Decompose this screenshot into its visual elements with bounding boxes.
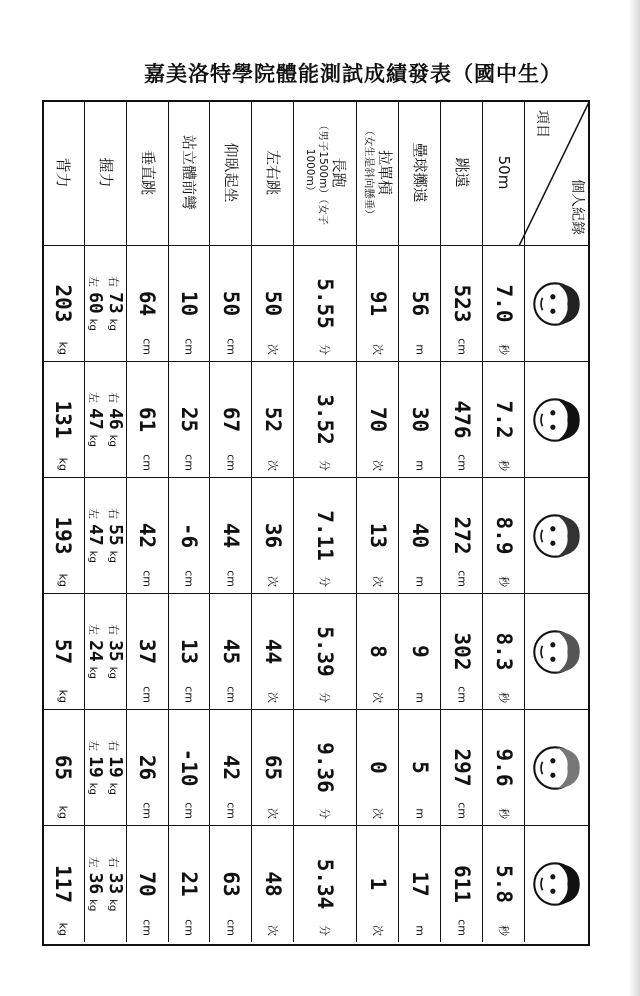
score-value: 44 [260,638,285,665]
item-name: 仰臥起坐 [222,142,241,203]
grip-side-label: 左 [87,740,101,752]
score-value: 5.39 [313,626,338,677]
unit-label: m [413,692,427,703]
unit-label: kg [87,666,99,679]
unit-label: kg [107,899,119,912]
score-value: 17 [407,871,432,897]
score-value: 5.8 [491,865,516,903]
score-value: 25 [177,406,202,433]
item-name: 站立體前彎 [180,134,199,210]
score-value: 193 [50,516,75,555]
unit-label: cm [182,686,196,703]
score-value: 64 [135,290,160,317]
score-value: 57 [50,638,75,665]
unit-label: kg [87,782,99,795]
unit-label: cm [224,338,238,355]
unit-label: 秒 [496,460,510,471]
item-name: 垂直跳 [138,149,157,195]
unit-label: 秒 [496,576,510,587]
unit-label: 分 [318,692,332,703]
score-value: 7.2 [491,400,516,439]
score-value: 5.55 [313,278,338,329]
unit-label: 秒 [496,692,510,703]
grip-side-label: 左 [87,508,101,520]
unit-label: 次 [370,692,384,703]
unit-label: cm [455,338,469,355]
item-name: 握力 [96,157,115,188]
unit-label: 秒 [496,344,510,355]
score-value: 0 [365,761,390,774]
score-value: -10 [177,748,202,787]
grip-value: 24 [85,640,107,662]
grip-value: 35 [105,640,127,662]
unit-label: kg [107,666,119,679]
item-name: 背力 [54,157,73,188]
score-value: 5 [407,761,432,774]
unit-label: 秒 [496,925,510,936]
unit-label: cm [224,686,238,703]
score-value: 36 [260,522,285,549]
score-value: 65 [260,754,285,781]
score-value: 131 [50,400,75,439]
unit-label: cm [182,570,196,587]
unit-label: cm [455,802,469,819]
score-value: 50 [218,290,243,317]
score-value: 203 [50,284,75,323]
score-value: 9 [407,645,432,658]
grip-side-label: 左 [87,624,101,636]
grip-value: 73 [105,292,127,314]
unit-label: m [413,576,427,587]
unit-label: 分 [318,576,332,587]
unit-label: 次 [370,344,384,355]
unit-label: kg [107,550,119,563]
score-value: 10 [177,290,202,317]
score-value: 117 [50,865,75,903]
score-value: 63 [218,871,243,897]
unit-label: 次 [265,576,279,587]
grip-side-label: 左 [87,392,101,404]
unit-label: 分 [318,460,332,471]
unit-label: 秒 [496,808,510,819]
item-note: （男子1500m）（女子1000m） [303,119,330,226]
unit-label: 次 [370,925,384,936]
score-value: 13 [177,638,202,665]
score-value: 5.34 [313,858,338,910]
item-name: 長跑 [329,157,348,188]
unit-label: kg [56,805,70,819]
unit-label: cm [224,802,238,819]
score-value: 65 [50,754,75,781]
unit-label: cm [224,919,238,936]
score-value: 8 [365,645,390,658]
unit-label: 次 [370,576,384,587]
score-value: 21 [177,871,202,897]
grip-value: 19 [105,756,127,778]
unit-label: cm [182,338,196,355]
item-name: 50m [494,155,513,190]
unit-label: kg [87,434,99,447]
header-record-label: 個人紀錄 [569,179,585,235]
unit-label: cm [140,919,154,936]
score-value: 48 [260,871,285,897]
unit-label: m [413,808,427,819]
unit-label: 次 [370,460,384,471]
score-value: 9.36 [313,742,338,793]
grip-value: 36 [85,872,107,895]
score-value: 13 [365,522,390,549]
score-value: 45 [218,638,243,665]
score-value: 40 [407,522,432,549]
score-value: 297 [449,748,474,787]
score-value: -6 [177,522,202,549]
score-value: 611 [449,865,474,903]
grip-side-label: 右 [107,508,121,520]
unit-label: cm [140,338,154,355]
grip-value: 33 [105,872,127,895]
unit-label: cm [182,454,196,471]
score-value: 302 [449,632,474,671]
unit-label: m [413,460,427,471]
table-frame [42,100,590,946]
score-value: 52 [260,406,285,433]
unit-label: cm [140,454,154,471]
score-value: 91 [365,290,390,317]
unit-label: cm [455,570,469,587]
unit-label: 次 [265,344,279,355]
item-note: （女生是斜向懸垂） [363,125,376,220]
unit-label: cm [182,919,196,936]
score-value: 50 [260,290,285,317]
score-value: 7.11 [313,510,338,561]
unit-label: kg [87,550,99,563]
unit-label: kg [107,318,119,331]
score-value: 8.9 [491,516,516,555]
item-name: 拉單槓 [375,149,394,195]
unit-label: 次 [265,692,279,703]
grip-value: 46 [105,408,127,430]
page-title: 嘉美洛特學院體能測試成績發表（國中生） [144,62,562,86]
score-value: 8.3 [491,632,516,671]
grip-side-label: 左 [87,276,101,288]
unit-label: cm [140,686,154,703]
grip-value: 55 [105,524,127,546]
grip-side-label: 右 [107,392,121,404]
unit-label: kg [56,689,70,703]
grip-value: 60 [85,292,107,314]
score-value: 1 [365,877,390,891]
unit-label: 分 [318,925,332,936]
grip-value: 47 [85,408,107,430]
unit-label: kg [56,341,70,355]
unit-label: cm [455,686,469,703]
score-value: 42 [218,754,243,781]
unit-label: cm [455,919,469,936]
unit-label: m [413,344,427,355]
unit-label: cm [182,802,196,819]
score-value: 67 [218,406,243,433]
unit-label: 次 [265,808,279,819]
unit-label: kg [87,318,99,331]
unit-label: kg [56,922,70,936]
score-value: 30 [407,406,432,433]
score-value: 7.0 [491,284,516,323]
grip-side-label: 右 [107,740,121,752]
unit-label: kg [56,573,70,587]
page-edge-shadow [630,0,640,996]
score-value: 26 [135,754,160,781]
score-value: 272 [449,516,474,555]
grip-value: 47 [85,524,107,546]
unit-label: cm [224,570,238,587]
score-value: 56 [407,290,432,317]
unit-label: m [413,925,427,936]
item-name: 壘球擲遠 [411,142,430,203]
score-value: 523 [449,284,474,323]
unit-label: cm [140,570,154,587]
item-name: 跳遠 [453,157,472,188]
unit-label: 分 [318,344,332,355]
unit-label: cm [224,454,238,471]
score-value: 37 [135,638,160,665]
unit-label: kg [56,457,70,471]
unit-label: cm [140,802,154,819]
score-value: 61 [135,406,160,433]
grip-side-label: 右 [107,276,121,288]
grip-side-label: 右 [107,624,121,636]
unit-label: 次 [265,925,279,936]
grip-side-label: 右 [107,856,121,868]
unit-label: 次 [370,808,384,819]
score-value: 44 [218,522,243,549]
unit-label: cm [455,454,469,471]
score-value: 3.52 [313,394,338,445]
score-value: 476 [449,400,474,439]
unit-label: kg [107,434,119,447]
item-name: 左右跳 [264,149,283,195]
score-value: 9.6 [491,748,516,787]
grip-value: 19 [85,756,107,778]
grip-side-label: 左 [87,856,101,868]
unit-label: 次 [265,460,279,471]
header-item-label: 項目 [533,110,550,138]
unit-label: 分 [318,808,332,819]
score-value: 42 [135,522,160,549]
score-value: 70 [365,406,390,433]
score-value: 70 [135,871,160,897]
fitness-results-table [42,100,590,946]
unit-label: kg [87,899,99,912]
unit-label: kg [107,782,119,795]
